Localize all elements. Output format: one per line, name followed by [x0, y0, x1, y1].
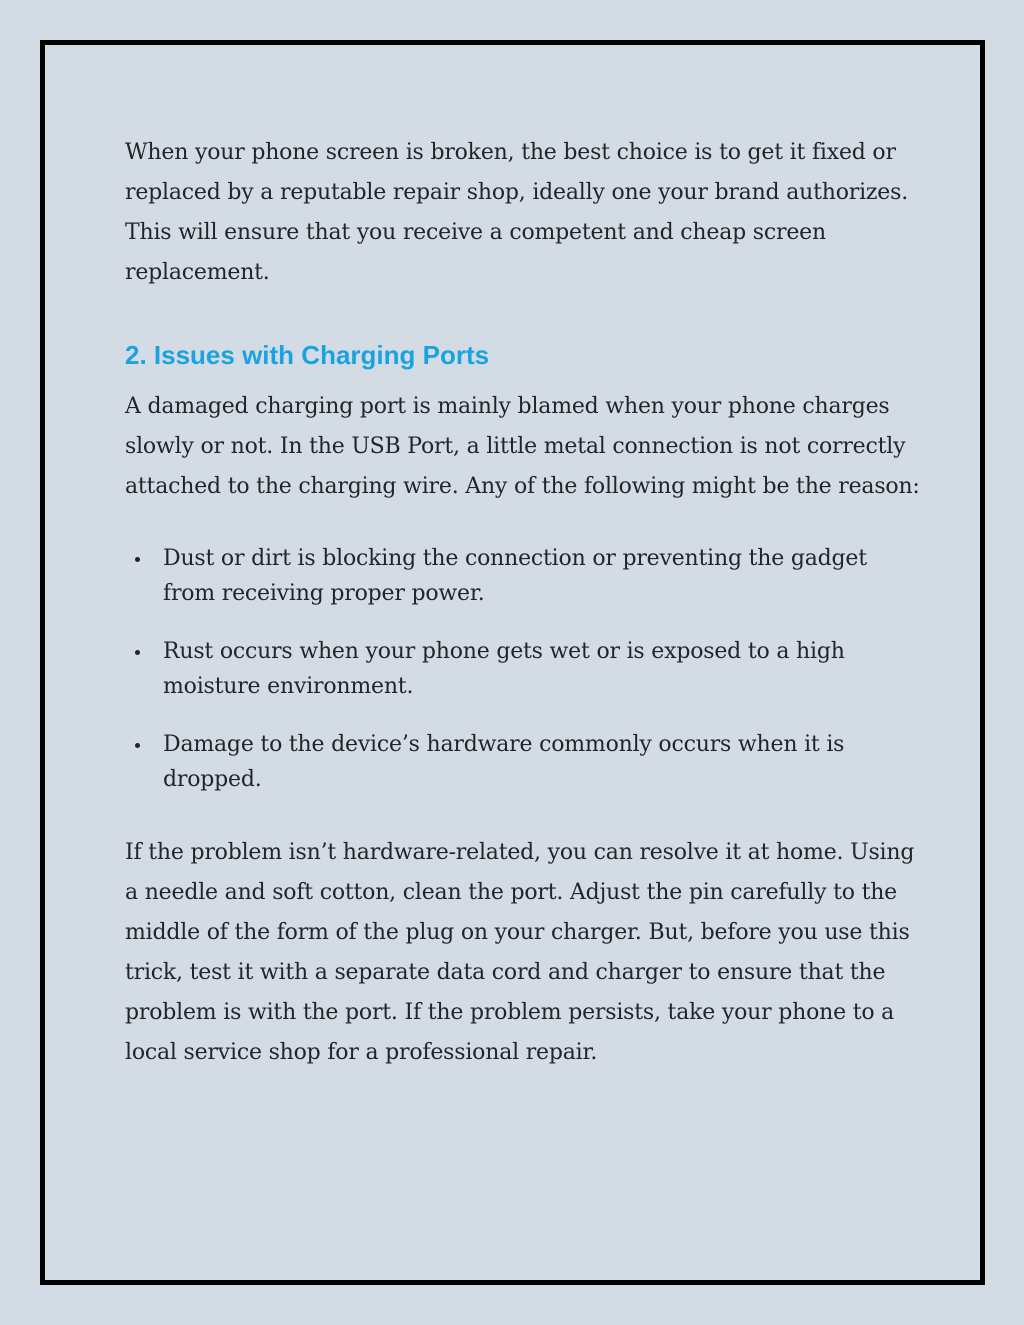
bullet-icon — [135, 557, 140, 562]
document-content — [125, 133, 925, 1073]
bullet-text: Rust occurs when your phone gets wet or is exposed to a high moisture environment. — [163, 639, 845, 699]
page-frame — [40, 40, 985, 1285]
bullet-icon — [135, 743, 140, 748]
bullet-text: Dust or dirt is blocking the connection or preventing the gadget from receiving proper power. — [163, 546, 867, 606]
section-paragraph: A damaged charging port is mainly blamed when your phone charges slowly or not. In the USB Port, a little metal connection is not correctly attached to the charging wire. Any of the following might be the reason: — [125, 394, 920, 499]
section-heading: 2. Issues with Charging Ports — [125, 340, 490, 370]
bullet-text: Damage to the device’s hardware commonly occurs when it is dropped. — [163, 732, 845, 792]
closing-paragraph: If the problem isn’t hardware-related, you can resolve it at home. Using a needle and soft cotton, clean the port. Adjust the pin carefully to the middle of the form of the plug on your charger. But, before you use this trick, test it with a separate data cord and charger to ensure that the problem is with the port. If the problem persists, take your phone to a local service shop for a professional repair. — [125, 840, 915, 1065]
list-item — [125, 541, 925, 611]
list-item — [125, 727, 925, 797]
list-item — [125, 634, 925, 704]
intro-paragraph: When your phone screen is broken, the best choice is to get it fixed or replaced by a reputable repair shop, ideally one your brand authorizes. This will ensure that you receive a competent and cheap screen replacement. — [125, 140, 909, 285]
bullet-list — [125, 541, 925, 797]
bullet-icon — [135, 650, 140, 655]
